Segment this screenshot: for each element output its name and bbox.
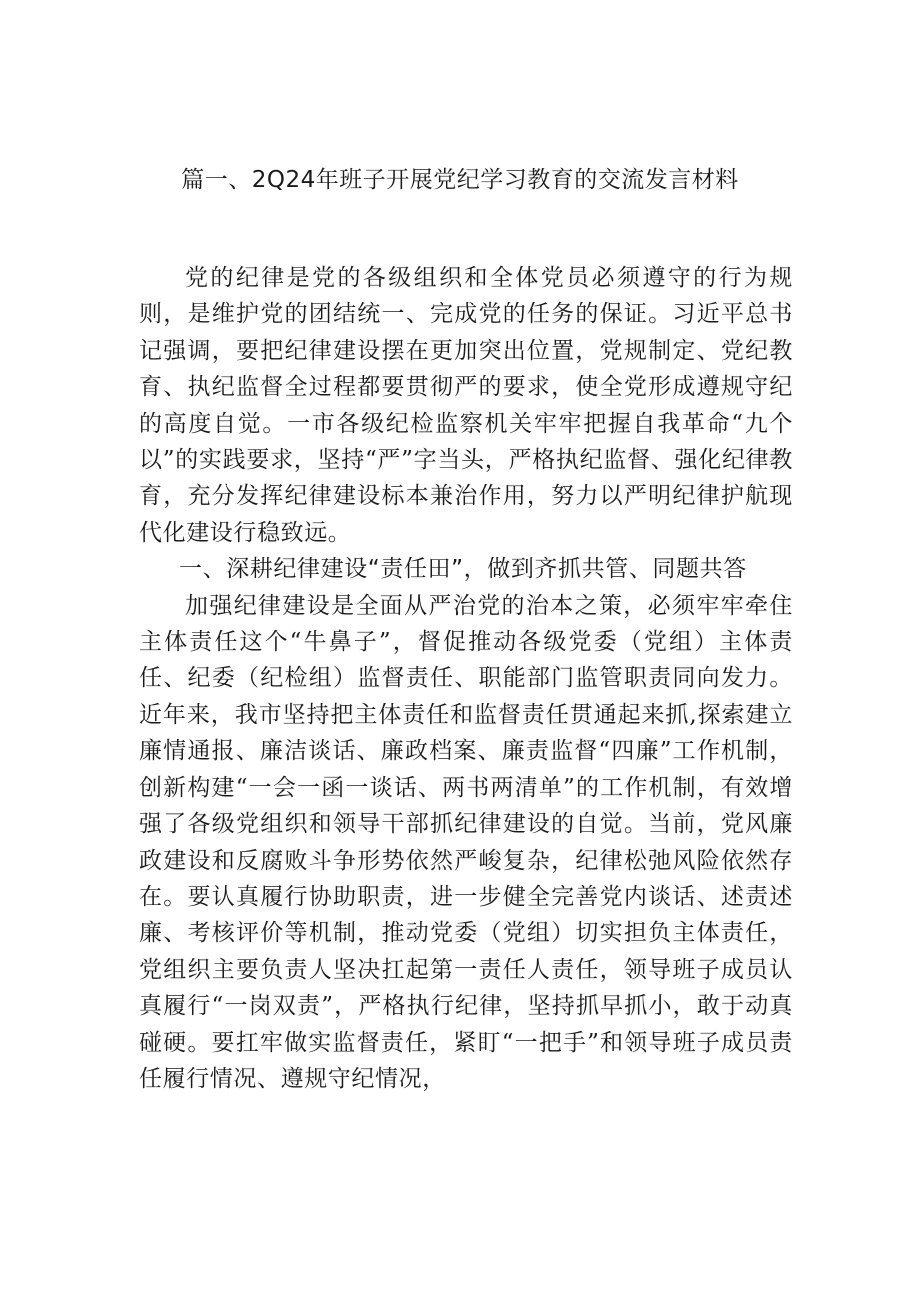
- document-title: 篇一、2Q24年班子开展党纪学习教育的交流发言材料: [181, 167, 739, 193]
- section-heading-1: 一、深耕纪律建设“责任田”，做到齐抓共管、同题共答: [179, 556, 747, 583]
- intro-paragraph: 党的纪律是党的各级组织和全体党员必须遵守的行为规则，是维护党的团结统一、完成党的任务的保证。习近平总书记强调，要把纪律建设摆在更加突出位置，党规制定、党纪教育、执纪监督全过程都要贯彻严的要求，使全党形成遵规守纪的高度自觉。一市各级纪检监察机关牢牢把握自我革命“九个以”的实践要求，坚持“严”字当头，严格执纪监督、强化纪律教育，充分发挥纪律建设标本兼治作用，努力以严明纪律护航现代化建设行稳致远。: [139, 265, 793, 546]
- document-body: [139, 260, 793, 1097]
- section-1-paragraph: 加强纪律建设是全面从严治党的治本之策，必须牢牢牵住主体责任这个“牛鼻子”，督促推动各级党委（党组）主体责任、纪委（纪检组）监督责任、职能部门监管职责同向发力。近年来，我市坚持把主体责任和监督责任贯通起来抓,探索建立廉情通报、廉洁谈话、廉政档案、廉责监督“四廉”工作机制，创新构建“一会一函一谈话、两书两清单”的工作机制，有效增强了各级党组织和领导干部抓纪律建设的自觉。当前，党风廉政建设和反腐败斗争形势依然严峻复杂，纪律松弛风险依然存在。要认真履行协助职责，进一步健全完善党内谈话、述责述廉、考核评价等机制，推动党委（党组）切实担负主体责任，党组织主要负责人坚决扛起第一责任人责任，领导班子成员认真履行“一岗双责”，严格执行纪律，坚持抓早抓小，敢于动真碰硬。要扛牢做实监督责任，紧盯“一把手”和领导班子成员责任履行情况、遵规守纪情况，: [139, 592, 793, 1092]
